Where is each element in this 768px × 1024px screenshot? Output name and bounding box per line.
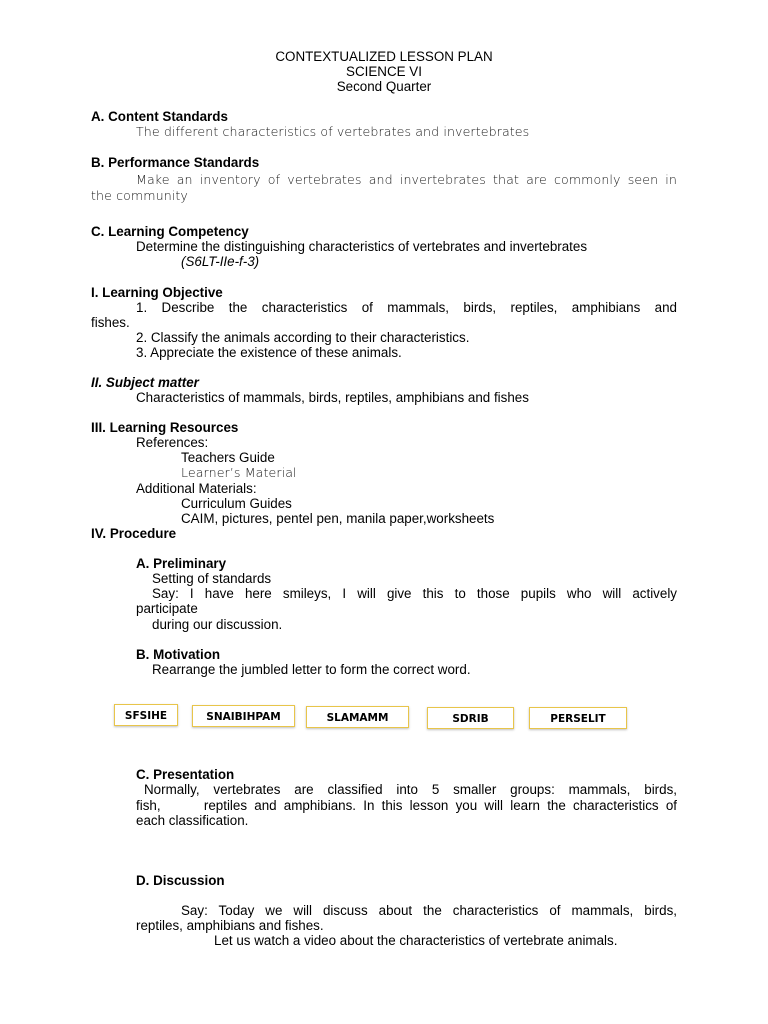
reference-teachers-guide: Teachers Guide: [181, 450, 275, 465]
document-quarter: Second Quarter: [336, 79, 432, 94]
learning-objective-heading: I. Learning Objective: [91, 285, 223, 300]
jumbled-word-card: SDRIB: [427, 707, 514, 729]
procedure-heading: IV. Procedure: [91, 526, 177, 541]
performance-standards-line2: the community: [91, 188, 188, 203]
learning-resources-heading: III. Learning Resources: [91, 420, 239, 435]
jumbled-word-card: PERSELIT: [529, 707, 627, 729]
document-subject: SCIENCE VI: [346, 64, 422, 79]
additional-materials-list: CAIM, pictures, pentel pen, manila paper,worksheets: [181, 511, 495, 526]
discussion-line2: reptiles, amphibians and fishes.: [136, 918, 324, 933]
preliminary-line2: Say: I have here smileys, I will give this to those pupils who will actively: [152, 586, 677, 601]
learning-competency-code: (S6LT-IIe-f-3): [181, 254, 260, 269]
references-label: References:: [136, 435, 209, 450]
additional-curriculum-guides: Curriculum Guides: [181, 496, 292, 511]
presentation-line2: fish, reptiles and amphibians. In this lesson you will learn the characteristics of: [136, 798, 677, 813]
learning-competency-text: Determine the distinguishing characteristics of vertebrates and invertebrates: [136, 239, 588, 254]
learning-competency-heading: C. Learning Competency: [91, 224, 249, 239]
performance-standards-line1: Make an inventory of vertebrates and invertebrates that are commonly seen in: [136, 172, 677, 187]
motivation-heading: B. Motivation: [136, 647, 221, 662]
additional-materials-label: Additional Materials:: [136, 481, 257, 496]
objective-item-3: 3. Appreciate the existence of these animals.: [136, 345, 402, 360]
subject-matter-heading: II. Subject matter: [91, 375, 199, 390]
content-standards-text: The different characteristics of vertebrates and invertebrates: [136, 124, 530, 139]
discussion-line3: Let us watch a video about the characteristics of vertebrate animals.: [214, 933, 618, 948]
discussion-line1: Say: Today we will discuss about the characteristics of mammals, birds,: [181, 903, 677, 918]
jumbled-word-card: SNAIBIHPAM: [192, 705, 295, 727]
preliminary-line4: during our discussion.: [152, 617, 283, 632]
presentation-line3: each classification.: [136, 813, 249, 828]
preliminary-heading: A. Preliminary: [136, 556, 227, 571]
discussion-heading: D. Discussion: [136, 873, 225, 888]
jumbled-word-card: SLAMAMM: [306, 706, 409, 728]
reference-learners-material: Learner’s Material: [181, 465, 297, 480]
preliminary-line3: participate: [136, 601, 198, 616]
preliminary-line1: Setting of standards: [152, 571, 272, 586]
subject-matter-text: Characteristics of mammals, birds, reptiles, amphibians and fishes: [136, 390, 529, 405]
content-standards-heading: A. Content Standards: [91, 109, 228, 124]
objective-item-1-line2: fishes.: [91, 315, 130, 330]
performance-standards-heading: B. Performance Standards: [91, 155, 260, 170]
objective-item-2: 2. Classify the animals according to their characteristics.: [136, 330, 470, 345]
presentation-heading: C. Presentation: [136, 767, 235, 782]
presentation-line1: Normally, vertebrates are classified into 5 smaller groups: mammals, birds,: [144, 782, 677, 797]
motivation-text: Rearrange the jumbled letter to form the correct word.: [152, 662, 471, 677]
objective-item-1-line1: 1. Describe the characteristics of mammals, birds, reptiles, amphibians and: [136, 300, 677, 315]
jumbled-word-card: SFSIHE: [114, 704, 178, 726]
document-title: CONTEXTUALIZED LESSON PLAN: [275, 49, 493, 64]
